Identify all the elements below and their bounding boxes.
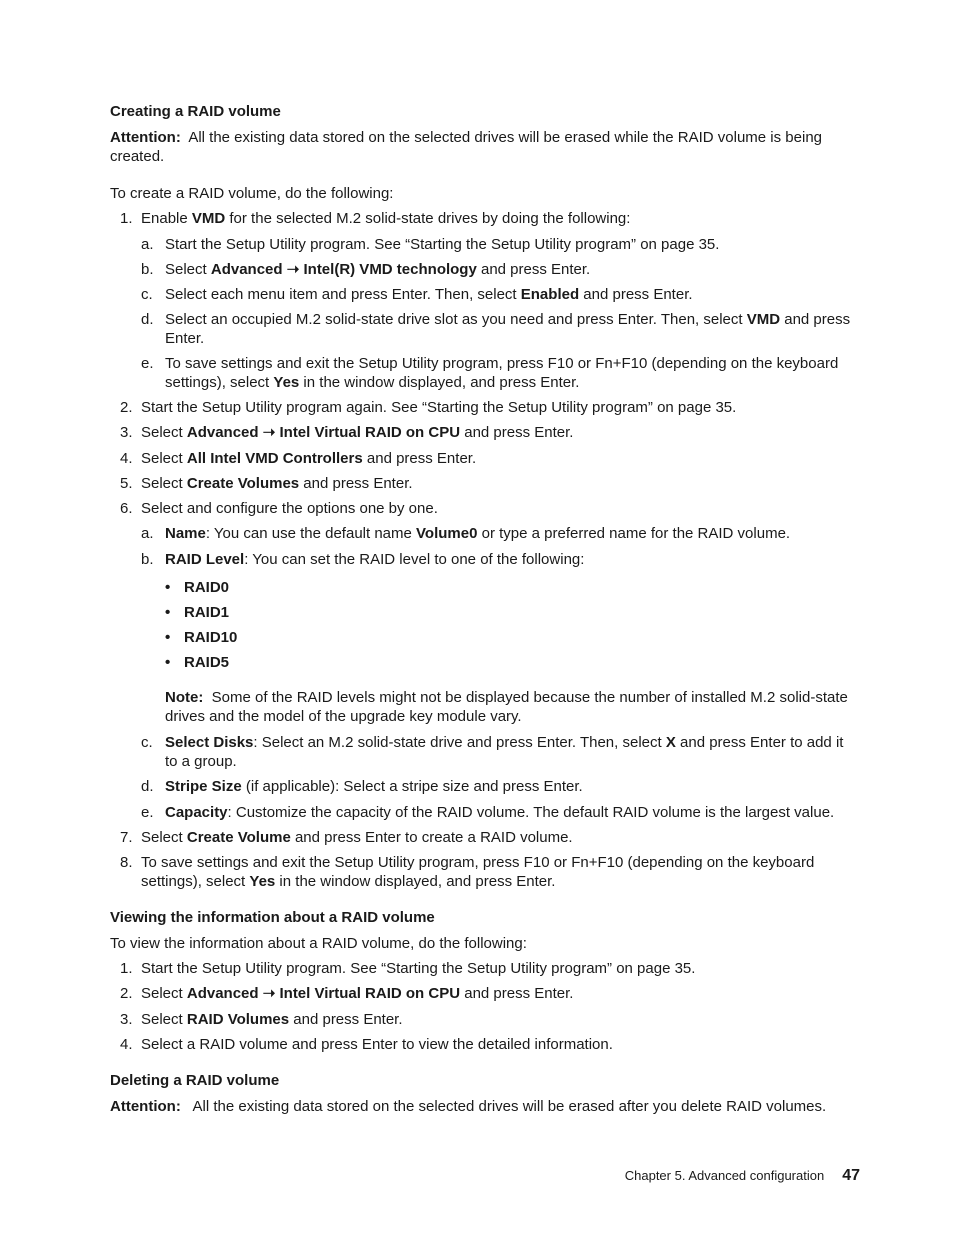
list-item: d. Stripe Size (if applicable): Select a stripe size and press Enter. bbox=[141, 778, 583, 795]
attention-paragraph bbox=[110, 1097, 860, 1116]
arrow-right-icon: ➝ bbox=[262, 424, 276, 441]
note-label: Note: bbox=[165, 689, 204, 706]
section-heading-create: Creating a RAID volume bbox=[110, 103, 281, 120]
list-item: c. Select Disks: Select an M.2 solid-state drive and press Enter. Then, select X and press Enter to add it to a group. bbox=[141, 734, 844, 770]
list-item: 1. Enable VMD for the selected M.2 solid-state drives by doing the following: bbox=[120, 210, 631, 227]
list-item: a. Name: You can use the default name Volume0 or type a preferred name for the RAID volume. bbox=[141, 525, 791, 542]
list-item: d. Select an occupied M.2 solid-state drive slot as you need and press Enter. Then, select VMD and press Enter. bbox=[141, 311, 851, 347]
list-item: c. Select each menu item and press Enter. Then, select Enabled and press Enter. bbox=[141, 286, 693, 303]
page-number: 47 bbox=[842, 1167, 860, 1184]
note-text: Some of the RAID levels might not be displayed because the number of installed M.2 solid-state drives and the model of the upgrade key module vary. bbox=[165, 689, 848, 725]
attention-text: All the existing data stored on the selected drives will be erased while the RAID volume is being created. bbox=[110, 129, 822, 165]
list-item: e. To save settings and exit the Setup Utility program, press F10 or Fn+F10 (depending on the keyboard settings), select Yes in the window displayed, and press Enter. bbox=[141, 355, 839, 391]
list-item: 4. Select a RAID volume and press Enter to view the detailed information. bbox=[120, 1036, 613, 1053]
chapter-label: Chapter 5. Advanced configuration bbox=[624, 1168, 825, 1183]
attention-paragraph bbox=[110, 128, 860, 166]
intro-text: To view the information about a RAID volume, do the following: bbox=[110, 935, 527, 952]
attention-text: All the existing data stored on the selected drives will be erased after you delete RAID volumes. bbox=[192, 1098, 827, 1115]
list-item: 5. Select Create Volumes and press Enter. bbox=[120, 475, 413, 492]
section-heading-view: Viewing the information about a RAID volume bbox=[110, 909, 435, 926]
attention-label: Attention: bbox=[110, 1098, 181, 1115]
list-item: e. Capacity: Customize the capacity of the RAID volume. The default RAID volume is the largest value. bbox=[141, 804, 835, 821]
arrow-right-icon: ➝ bbox=[262, 985, 276, 1002]
bullet-item: • RAID10 bbox=[165, 629, 238, 646]
list-item: 1. Start the Setup Utility program. See “Starting the Setup Utility program” on page 35. bbox=[120, 960, 696, 977]
bullet-item: • RAID5 bbox=[165, 654, 230, 671]
section-heading-delete: Deleting a RAID volume bbox=[110, 1072, 280, 1089]
bullet-item: • RAID1 bbox=[165, 604, 230, 621]
list-item: 4. Select All Intel VMD Controllers and press Enter. bbox=[120, 450, 477, 467]
list-item: 8. To save settings and exit the Setup Utility program, press F10 or Fn+F10 (depending on the keyboard settings), select Yes in the window displayed, and press Enter. bbox=[120, 854, 815, 890]
list-item: 2. Select Advanced ➝ Intel Virtual RAID on CPU and press Enter. bbox=[120, 985, 574, 1002]
attention-label: Attention: bbox=[110, 129, 181, 146]
page-content bbox=[110, 102, 860, 1116]
note-paragraph bbox=[165, 688, 860, 726]
page-footer bbox=[625, 1167, 860, 1185]
list-item: 3. Select RAID Volumes and press Enter. bbox=[120, 1011, 403, 1028]
intro-text: To create a RAID volume, do the following: bbox=[110, 185, 394, 202]
list-item: a. Start the Setup Utility program. See “Starting the Setup Utility program” on page 35. bbox=[141, 236, 720, 253]
list-item: 7. Select Create Volume and press Enter to create a RAID volume. bbox=[120, 829, 573, 846]
list-item: 2. Start the Setup Utility program again. See “Starting the Setup Utility program” on page 35. bbox=[120, 399, 737, 416]
bullet-item: • RAID0 bbox=[165, 579, 230, 596]
list-item: b. RAID Level: You can set the RAID level to one of the following: bbox=[141, 551, 585, 568]
list-item: 3. Select Advanced ➝ Intel Virtual RAID on CPU and press Enter. bbox=[120, 424, 574, 441]
arrow-right-icon: ➝ bbox=[286, 261, 300, 278]
list-item: b. Select Advanced ➝ Intel(R) VMD technology and press Enter. bbox=[141, 261, 591, 278]
list-item: 6. Select and configure the options one by one. bbox=[120, 500, 438, 517]
